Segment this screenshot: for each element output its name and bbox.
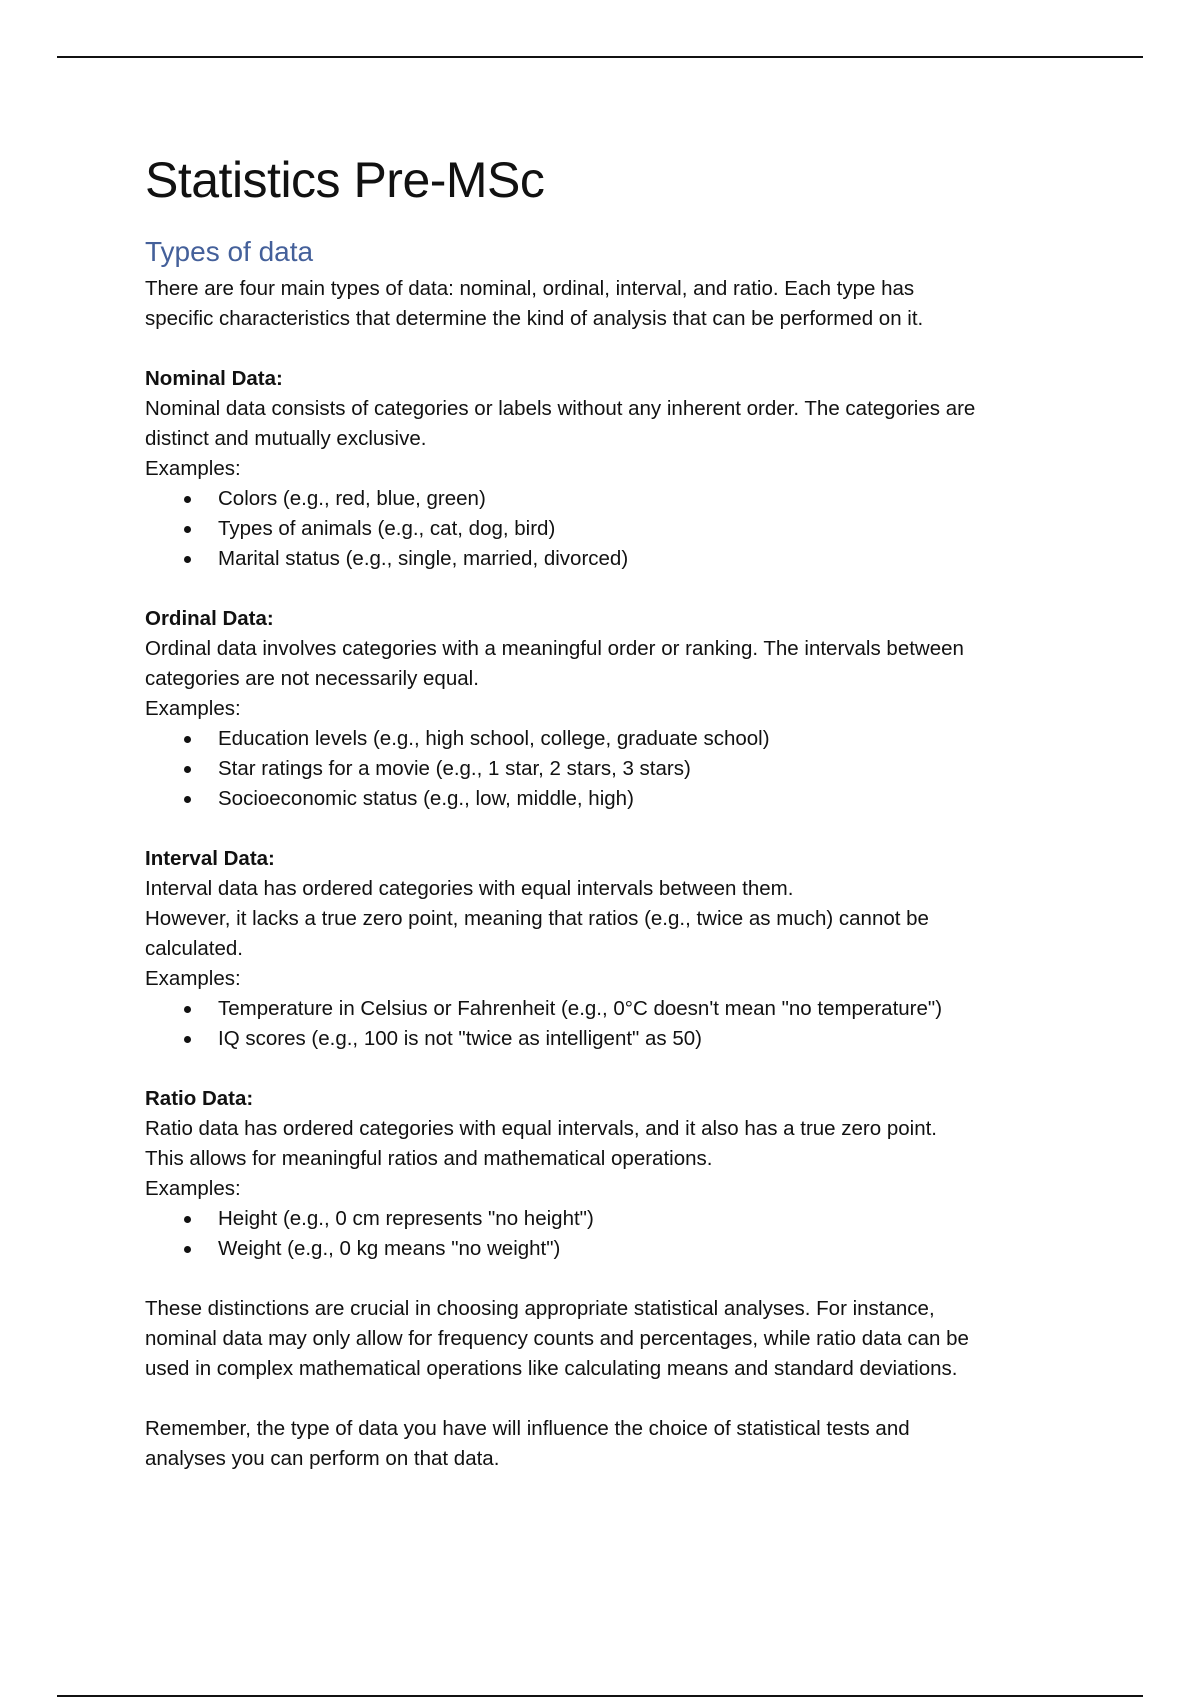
closing-paragraph [145, 1294, 1065, 1384]
examples-label: Examples: [145, 697, 241, 720]
section-subtitle: Types of data [145, 236, 314, 267]
list-item [145, 484, 1065, 514]
closing-line: used in complex mathematical operations like calculating means and standard deviations. [145, 1357, 958, 1380]
body-line: categories are not necessarily equal. [145, 667, 479, 690]
intro-line: There are four main types of data: nominal, ordinal, interval, and ratio. Each type has [145, 277, 915, 300]
body-line: calculated. [145, 937, 244, 960]
section-nominal [145, 364, 1065, 574]
list-item-text: Education levels (e.g., high school, college, graduate school) [218, 727, 770, 750]
list-item [145, 514, 1065, 544]
bullet-icon [184, 526, 191, 533]
examples-list [145, 1204, 1065, 1264]
list-item-text: Socioeconomic status (e.g., low, middle, high) [218, 787, 634, 810]
body-line: This allows for meaningful ratios and mathematical operations. [145, 1147, 713, 1170]
examples-list [145, 724, 1065, 814]
examples-list [145, 484, 1065, 574]
bullet-icon [184, 1246, 191, 1253]
list-item [145, 1204, 1065, 1234]
body-line: However, it lacks a true zero point, meaning that ratios (e.g., twice as much) cannot be [145, 907, 929, 930]
list-item-text: Star ratings for a movie (e.g., 1 star, 2 stars, 3 stars) [218, 757, 691, 780]
footer-rule [57, 1695, 1143, 1697]
body-line: Interval data has ordered categories with equal intervals between them. [145, 877, 794, 900]
list-item [145, 724, 1065, 754]
closing-line: analyses you can perform on that data. [145, 1447, 500, 1470]
bullet-icon [184, 1006, 191, 1013]
list-item-text: Temperature in Celsius or Fahrenheit (e.g., 0°C doesn't mean "no temperature") [218, 997, 943, 1020]
body-line: Ordinal data involves categories with a meaningful order or ranking. The intervals between [145, 637, 964, 660]
list-item-text: Weight (e.g., 0 kg means "no weight") [218, 1237, 561, 1260]
intro-paragraph [145, 274, 1065, 334]
list-item-text: Height (e.g., 0 cm represents "no height") [218, 1207, 594, 1230]
list-item [145, 544, 1065, 574]
examples-label: Examples: [145, 967, 241, 990]
section-heading: Ordinal Data: [145, 607, 274, 630]
section-heading: Interval Data: [145, 847, 275, 870]
body-line: Nominal data consists of categories or labels without any inherent order. The categories are [145, 397, 976, 420]
list-item [145, 1024, 1065, 1054]
bullet-icon [184, 556, 191, 563]
bullet-icon [184, 766, 191, 773]
intro-line: specific characteristics that determine the kind of analysis that can be performed on it. [145, 307, 924, 330]
section-heading: Nominal Data: [145, 367, 283, 390]
closing-line: nominal data may only allow for frequency counts and percentages, while ratio data can be [145, 1327, 969, 1350]
list-item-text: IQ scores (e.g., 100 is not "twice as intelligent" as 50) [218, 1027, 703, 1050]
closing-line: These distinctions are crucial in choosing appropriate statistical analyses. For instance, [145, 1297, 935, 1320]
examples-label: Examples: [145, 457, 241, 480]
closing-paragraph [145, 1414, 1065, 1474]
bullet-icon [184, 1036, 191, 1043]
body-line: Ratio data has ordered categories with equal intervals, and it also has a true zero point. [145, 1117, 937, 1140]
list-item [145, 1234, 1065, 1264]
list-item-text: Types of animals (e.g., cat, dog, bird) [218, 517, 556, 540]
header-rule [57, 56, 1143, 58]
closing-line: Remember, the type of data you have will influence the choice of statistical tests and [145, 1417, 910, 1440]
body-line: distinct and mutually exclusive. [145, 427, 427, 450]
section-ordinal [145, 604, 1065, 814]
section-heading: Ratio Data: [145, 1087, 254, 1110]
bullet-icon [184, 1216, 191, 1223]
examples-label: Examples: [145, 1177, 241, 1200]
list-item [145, 784, 1065, 814]
list-item [145, 754, 1065, 784]
list-item-text: Colors (e.g., red, blue, green) [218, 487, 486, 510]
section-interval [145, 844, 1065, 1054]
examples-list [145, 994, 1065, 1054]
bullet-icon [184, 736, 191, 743]
document-title: Statistics Pre-MSc [145, 152, 545, 208]
section-ratio [145, 1084, 1065, 1264]
bullet-icon [184, 496, 191, 503]
list-item [145, 994, 1065, 1024]
list-item-text: Marital status (e.g., single, married, divorced) [218, 547, 629, 570]
bullet-icon [184, 796, 191, 803]
document-page [145, 146, 1065, 1474]
